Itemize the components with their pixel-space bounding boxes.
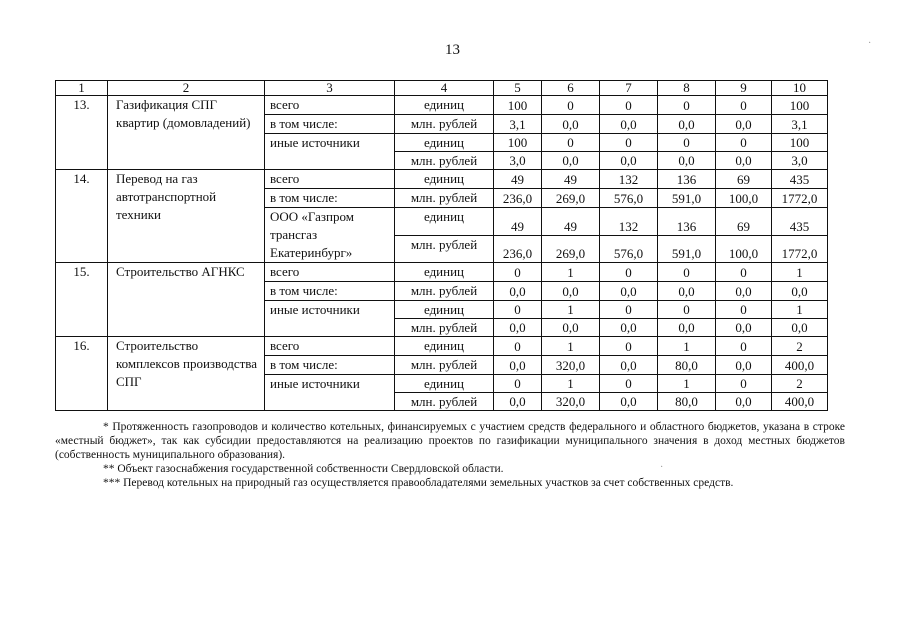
column-header: 6 [542,81,600,96]
data-table [55,80,828,411]
value-cell: 236,0 [494,189,542,208]
value-cell: 3,1 [494,115,542,134]
value-cell: 0 [494,337,542,356]
value-cell: 0 [716,96,772,115]
value-cell: 0,0 [658,282,716,301]
value-cell: 49 [494,208,542,236]
value-cell: 3,0 [772,152,828,170]
value-cell: 0 [716,134,772,152]
value-cell: 0 [716,301,772,319]
table-row [56,337,828,356]
column-header: 5 [494,81,542,96]
value-cell: 0,0 [600,393,658,411]
item-number: 14. [56,170,108,263]
footnote-3: *** Перевод котельных на природный газ осуществляется правообладателями земельных участков за счет собственных средств. [103,477,734,489]
value-cell: 132 [600,208,658,236]
unit-cell: млн. рублей [395,235,494,263]
value-cell: 0,0 [772,282,828,301]
value-cell: 0,0 [772,319,828,337]
value-cell: 1 [658,337,716,356]
value-cell: 400,0 [772,356,828,375]
value-cell: 0,0 [542,319,600,337]
value-cell: 0,0 [716,356,772,375]
unit-cell: млн. рублей [395,319,494,337]
value-cell: 2 [772,337,828,356]
value-cell: 400,0 [772,393,828,411]
value-cell: 0,0 [600,115,658,134]
value-cell: 0,0 [542,115,600,134]
value-cell: 3,0 [494,152,542,170]
value-cell: 100 [772,134,828,152]
data-table-container [55,80,828,411]
scan-mark: · [868,38,872,49]
funding-source: иные источники [265,375,395,411]
value-cell: 49 [542,170,600,189]
value-cell: 0,0 [600,152,658,170]
value-cell: 0 [542,134,600,152]
unit-cell: млн. рублей [395,356,494,375]
footnotes [55,420,845,490]
value-cell: 0 [494,375,542,393]
value-cell: 0 [494,263,542,282]
funding-source: в том числе: [265,189,395,208]
value-cell: 0 [600,301,658,319]
value-cell: 49 [542,208,600,236]
unit-cell: единиц [395,134,494,152]
unit-cell: единиц [395,170,494,189]
value-cell: 0 [600,263,658,282]
value-cell: 100,0 [716,189,772,208]
value-cell: 269,0 [542,189,600,208]
funding-source: в том числе: [265,282,395,301]
unit-cell: единиц [395,301,494,319]
value-cell: 100,0 [716,235,772,263]
unit-cell: единиц [395,208,494,236]
value-cell: 2 [772,375,828,393]
value-cell: 0,0 [494,282,542,301]
funding-source: иные источники [265,301,395,337]
value-cell: 0 [716,375,772,393]
page-number: 13 [445,42,460,58]
value-cell: 576,0 [600,235,658,263]
value-cell: 1 [542,301,600,319]
column-header: 8 [658,81,716,96]
table-row [56,170,828,189]
item-name: Перевод на газ автотранспортной техники [108,170,265,263]
value-cell: 1 [542,263,600,282]
funding-source: всего [265,170,395,189]
unit-cell: единиц [395,263,494,282]
value-cell: 1 [772,263,828,282]
value-cell: 0,0 [542,152,600,170]
value-cell: 0,0 [716,115,772,134]
value-cell: 0 [658,263,716,282]
value-cell: 1 [658,375,716,393]
unit-cell: млн. рублей [395,115,494,134]
column-header: 4 [395,81,494,96]
value-cell: 320,0 [542,393,600,411]
value-cell: 269,0 [542,235,600,263]
value-cell: 0 [658,301,716,319]
value-cell: 136 [658,208,716,236]
unit-cell: млн. рублей [395,152,494,170]
value-cell: 435 [772,208,828,236]
value-cell: 0 [600,337,658,356]
column-header: 10 [772,81,828,96]
value-cell: 0,0 [542,282,600,301]
value-cell: 435 [772,170,828,189]
table-row [56,263,828,282]
value-cell: 0 [542,96,600,115]
item-name: Строительство комплексов производства СПГ [108,337,265,411]
funding-source: ООО «Газпром трансгаз Екатеринбург» [265,208,395,263]
footnote-2: ** Объект газоснабжения государственной собственности Свердловской области. [103,463,504,475]
value-cell: 591,0 [658,189,716,208]
value-cell: 0,0 [494,319,542,337]
value-cell: 69 [716,208,772,236]
value-cell: 0,0 [716,319,772,337]
column-header: 9 [716,81,772,96]
value-cell: 0,0 [658,319,716,337]
value-cell: 100 [772,96,828,115]
value-cell: 0,0 [716,282,772,301]
value-cell: 1772,0 [772,235,828,263]
column-header: 2 [108,81,265,96]
value-cell: 49 [494,170,542,189]
funding-source: всего [265,263,395,282]
item-name: Строительство АГНКС [108,263,265,337]
value-cell: 0,0 [658,152,716,170]
value-cell: 132 [600,170,658,189]
value-cell: 0,0 [600,282,658,301]
value-cell: 0,0 [600,356,658,375]
funding-source: всего [265,337,395,356]
column-header: 3 [265,81,395,96]
value-cell: 0,0 [494,393,542,411]
value-cell: 0,0 [716,152,772,170]
item-number: 15. [56,263,108,337]
value-cell: 1 [542,375,600,393]
value-cell: 576,0 [600,189,658,208]
column-header: 7 [600,81,658,96]
value-cell: 0 [716,263,772,282]
table-header-row [56,81,828,96]
value-cell: 100 [494,96,542,115]
value-cell: 3,1 [772,115,828,134]
unit-cell: единиц [395,337,494,356]
value-cell: 69 [716,170,772,189]
value-cell: 0 [600,96,658,115]
value-cell: 0 [658,134,716,152]
value-cell: 0 [716,337,772,356]
item-number: 13. [56,96,108,170]
footnote-1: * Протяженность газопроводов и количество котельных, финансируемых с участием средств федерального и областного бюджетов, указана в строке «местный бюджет», так как субсидии предоставляются на реализацию проектов по газификации муниципального значения в доход местных бюджетов (собственность муниципального образования). [55,421,845,461]
value-cell: 0,0 [494,356,542,375]
value-cell: 100 [494,134,542,152]
value-cell: 0,0 [716,393,772,411]
value-cell: 80,0 [658,356,716,375]
column-header: 1 [56,81,108,96]
value-cell: 1 [772,301,828,319]
funding-source: всего [265,96,395,115]
unit-cell: млн. рублей [395,393,494,411]
unit-cell: млн. рублей [395,189,494,208]
funding-source: в том числе: [265,356,395,375]
unit-cell: единиц [395,96,494,115]
value-cell: 320,0 [542,356,600,375]
value-cell: 0,0 [658,115,716,134]
value-cell: 0 [658,96,716,115]
value-cell: 0 [600,134,658,152]
value-cell: 0,0 [600,319,658,337]
value-cell: 80,0 [658,393,716,411]
value-cell: 1 [542,337,600,356]
value-cell: 1772,0 [772,189,828,208]
value-cell: 0 [494,301,542,319]
value-cell: 591,0 [658,235,716,263]
unit-cell: млн. рублей [395,282,494,301]
unit-cell: единиц [395,375,494,393]
scan-mark: · [660,462,664,473]
funding-source: иные источники [265,134,395,170]
table-row [56,96,828,115]
value-cell: 136 [658,170,716,189]
funding-source: в том числе: [265,115,395,134]
value-cell: 0 [600,375,658,393]
item-number: 16. [56,337,108,411]
value-cell: 236,0 [494,235,542,263]
item-name: Газификация СПГ квартир (домовладений) [108,96,265,170]
